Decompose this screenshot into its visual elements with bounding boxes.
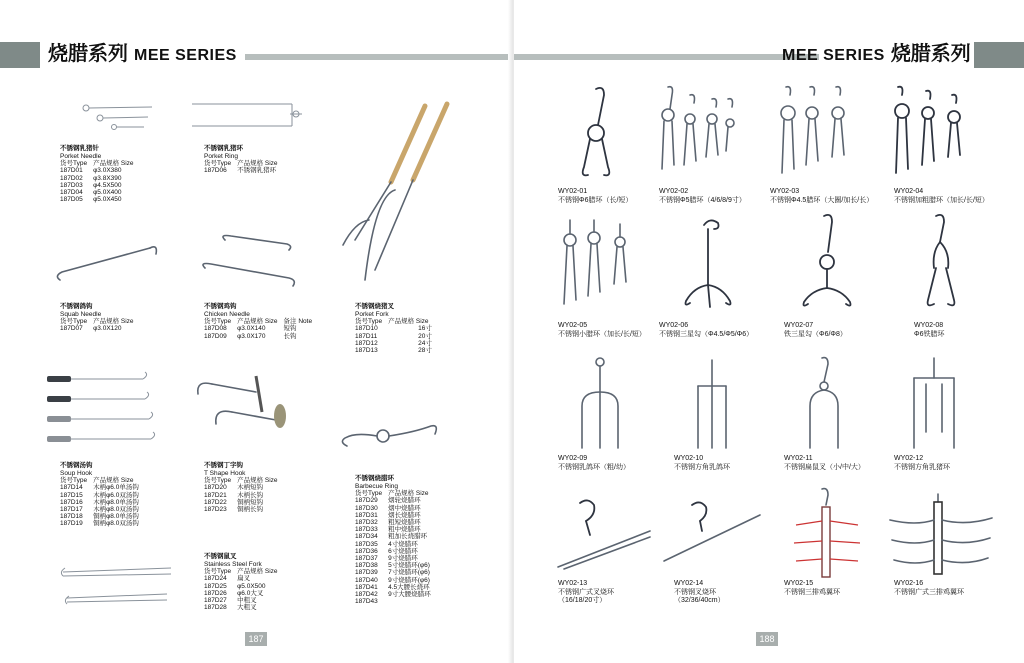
wy02-09-caption: WY02-09 不锈钢乳鸽环（粗/幼） xyxy=(558,455,630,471)
porket-ring-caption xyxy=(204,145,284,175)
wy02-15-image xyxy=(782,485,872,580)
title-en: MEE SERIES xyxy=(782,47,885,64)
left-page xyxy=(0,0,510,663)
page-number: 188 xyxy=(756,632,778,646)
wy02-13-image xyxy=(554,495,654,575)
porket-ring-image xyxy=(190,100,310,134)
wy02-04-image xyxy=(892,85,972,185)
wy02-05-caption: WY02-05 不锈钢小腊环（加长/长/短） xyxy=(558,322,646,338)
item-name-cn: 不锈钢烧腊环 xyxy=(355,475,394,482)
wy02-16-caption: WY02-16 不锈钢广式三排鸡翼环 xyxy=(894,580,964,596)
item-name-en: Chicken Needle xyxy=(204,310,250,318)
item-name-cn: 不锈钢烧猪叉 xyxy=(355,303,394,310)
chicken-needle-image xyxy=(195,228,310,293)
porket-fork-caption xyxy=(355,303,438,354)
spec-table: 货号Type 产品规格 Size 备注 Note 187D08 φ3.0X140 短钩 187D09 φ3.0X170 长钩 xyxy=(204,318,313,340)
item-name-cn: 不锈钢乳猪环 xyxy=(204,145,243,152)
item-name-cn: 不锈钢鸽钩 xyxy=(60,303,93,310)
item-name-cn: 不锈钢鼠叉 xyxy=(204,553,237,560)
item-name-en: T Shape Hook xyxy=(204,469,246,477)
wy02-10-image xyxy=(684,352,744,452)
wy02-01-image xyxy=(574,85,624,185)
spec-table: 货号Type 产品规格 Size 187D29 烟轮烧腊环 187D30 烟中烧腊环 187D31 烟长烧腊环 187D32 粗短烧腊环 187D33 粗中烧腊环 187D34 粗加长烧腊环 187D35 4寸烧腊环 187D36 6寸烧腊环 187D37 9寸烧腊环 187D38 5寸烧腊环(φ6) 187D39 7寸烧腊环(φ6) 187D40 9寸烧腊环(φ6) 187D41 4.5大腰长烧环 187D42 9寸大腰烧腊环 187D43 xyxy=(355,490,431,606)
spec-table: 货号Type 产品规格 Size 187D07 φ3.0X120 xyxy=(60,318,134,333)
spec-table: 货号Type 产品规格 Size 187D20 木柄短钩 187D21 木柄长钩 187D22 铜柄短钩 187D23 铜柄长钩 xyxy=(204,477,278,513)
page-title xyxy=(48,40,237,70)
item-name-en: Stainless Steel Fork xyxy=(204,560,262,568)
wy02-10-caption: WY02-10 不锈钢方角乳鸽环 xyxy=(674,455,730,471)
spec-table: 货号Type 产品规格 Size 187D14 木柄φ6.0单汤钩 187D15 木柄φ6.0双汤钩 187D16 木柄φ8.0单汤钩 187D17 木柄φ8.0双汤钩 187D18 铜柄φ8.0单汤钩 187D19 铜柄φ8.0双汤钩 xyxy=(60,477,139,528)
spec-table: 货号Type 产品规格 Size 187D24 扁叉 187D25 φ5.0X500 187D26 φ6.0大叉 187D27 中粗叉 187D28 大粗叉 xyxy=(204,568,278,612)
wy02-06-caption: WY02-06 不锈钢三星勾（Φ4.5/Φ5/Φ6） xyxy=(659,322,754,338)
wy02-02-image xyxy=(654,85,734,185)
wy02-13-caption: WY02-13 不锈钢广式叉烧环 （16/18/20寸） xyxy=(558,580,614,604)
header-bar xyxy=(974,42,1024,68)
wy02-14-caption: WY02-14 不锈钢叉烧环 （32/36/40cm） xyxy=(674,580,725,604)
soup-hook-image xyxy=(45,372,165,452)
chicken-needle-caption xyxy=(204,303,318,340)
squab-needle-caption xyxy=(60,303,140,333)
soup-hook-caption xyxy=(60,462,145,528)
item-name-en: Barbecue Ring xyxy=(355,482,398,490)
item-name-en: Soup Hook xyxy=(60,469,93,477)
item-name-en: Porket Ring xyxy=(204,152,238,160)
title-en: MEE SERIES xyxy=(134,47,237,64)
spec-table: 货号Type 产品规格 Size 187D10 16寸 187D11 20寸 187D12 24寸 187D13 28寸 xyxy=(355,318,432,354)
item-name-cn: 不锈钢乳猪针 xyxy=(60,145,99,152)
spec-table: 货号Type 产品规格 Size 187D06 不锈钢乳猪环 xyxy=(204,160,278,175)
header-rule xyxy=(514,54,819,60)
t-shape-hook-image xyxy=(192,372,302,457)
porket-fork-image xyxy=(335,100,465,290)
wy02-08-image xyxy=(914,212,974,312)
wy02-07-image xyxy=(794,212,864,312)
barbecue-ring-caption xyxy=(355,475,437,605)
wy02-11-image xyxy=(796,352,856,452)
item-name-cn: 不锈钢汤钩 xyxy=(60,462,93,469)
item-name-en: Squab Needle xyxy=(60,310,102,318)
barbecue-ring-image xyxy=(335,412,445,462)
stainless-fork-caption xyxy=(204,553,284,611)
wy02-15-caption: WY02-15 不锈钢三排鸡翼环 xyxy=(784,580,840,596)
wy02-07-caption: WY02-07 铁三星勾（Φ6/Φ8） xyxy=(784,322,847,338)
porket-needle-caption xyxy=(60,145,140,203)
wy02-14-image xyxy=(662,495,762,575)
item-name-cn: 不锈钢丁字钩 xyxy=(204,462,243,469)
stainless-fork-image xyxy=(55,558,175,608)
wy02-09-image xyxy=(572,352,632,452)
header-bar xyxy=(0,42,40,68)
wy02-08-caption: WY02-08 Φ6铁腊环 xyxy=(914,322,945,338)
wy02-01-caption: WY02-01 不锈钢Φ6腊环（长/短） xyxy=(558,188,633,204)
item-name-en: Porket Fork xyxy=(355,310,389,318)
wy02-02-caption: WY02-02 不锈钢Φ5腊环（4/6/8/9寸） xyxy=(659,188,746,204)
item-name-cn: 不锈钢鸡钩 xyxy=(204,303,237,310)
right-page xyxy=(514,0,1024,663)
header-rule xyxy=(245,54,510,60)
wy02-03-caption: WY02-03 不锈钢Φ4.5腊环（大圈/加长/长） xyxy=(770,188,874,204)
page-title xyxy=(782,40,971,70)
wy02-03-image xyxy=(776,85,856,185)
wy02-16-image xyxy=(886,490,996,580)
t-shape-hook-caption xyxy=(204,462,284,513)
item-name-en: Porket Needle xyxy=(60,152,102,160)
wy02-04-caption: WY02-04 不锈钢加粗腊环（加长/长/短） xyxy=(894,188,989,204)
wy02-05-image xyxy=(558,212,638,312)
wy02-12-caption: WY02-12 不锈钢方角乳猪环 xyxy=(894,455,950,471)
wy02-11-caption: WY02-11 不锈钢扁鼠叉（小/中/大） xyxy=(784,455,865,471)
squab-needle-image xyxy=(50,240,170,285)
page-number: 187 xyxy=(245,632,267,646)
title-cn: 烧腊系列 xyxy=(48,43,128,65)
title-cn: 烧腊系列 xyxy=(890,43,971,65)
wy02-12-image xyxy=(906,352,966,452)
spec-table: 货号Type 产品规格 Size 187D01 φ3.0X380 187D02 φ3.8X390 187D03 φ4.5X500 187D04 φ5.0X400 187D05 φ5.0X450 xyxy=(60,160,134,204)
wy02-06-image xyxy=(674,215,744,315)
porket-needle-image xyxy=(40,100,160,136)
